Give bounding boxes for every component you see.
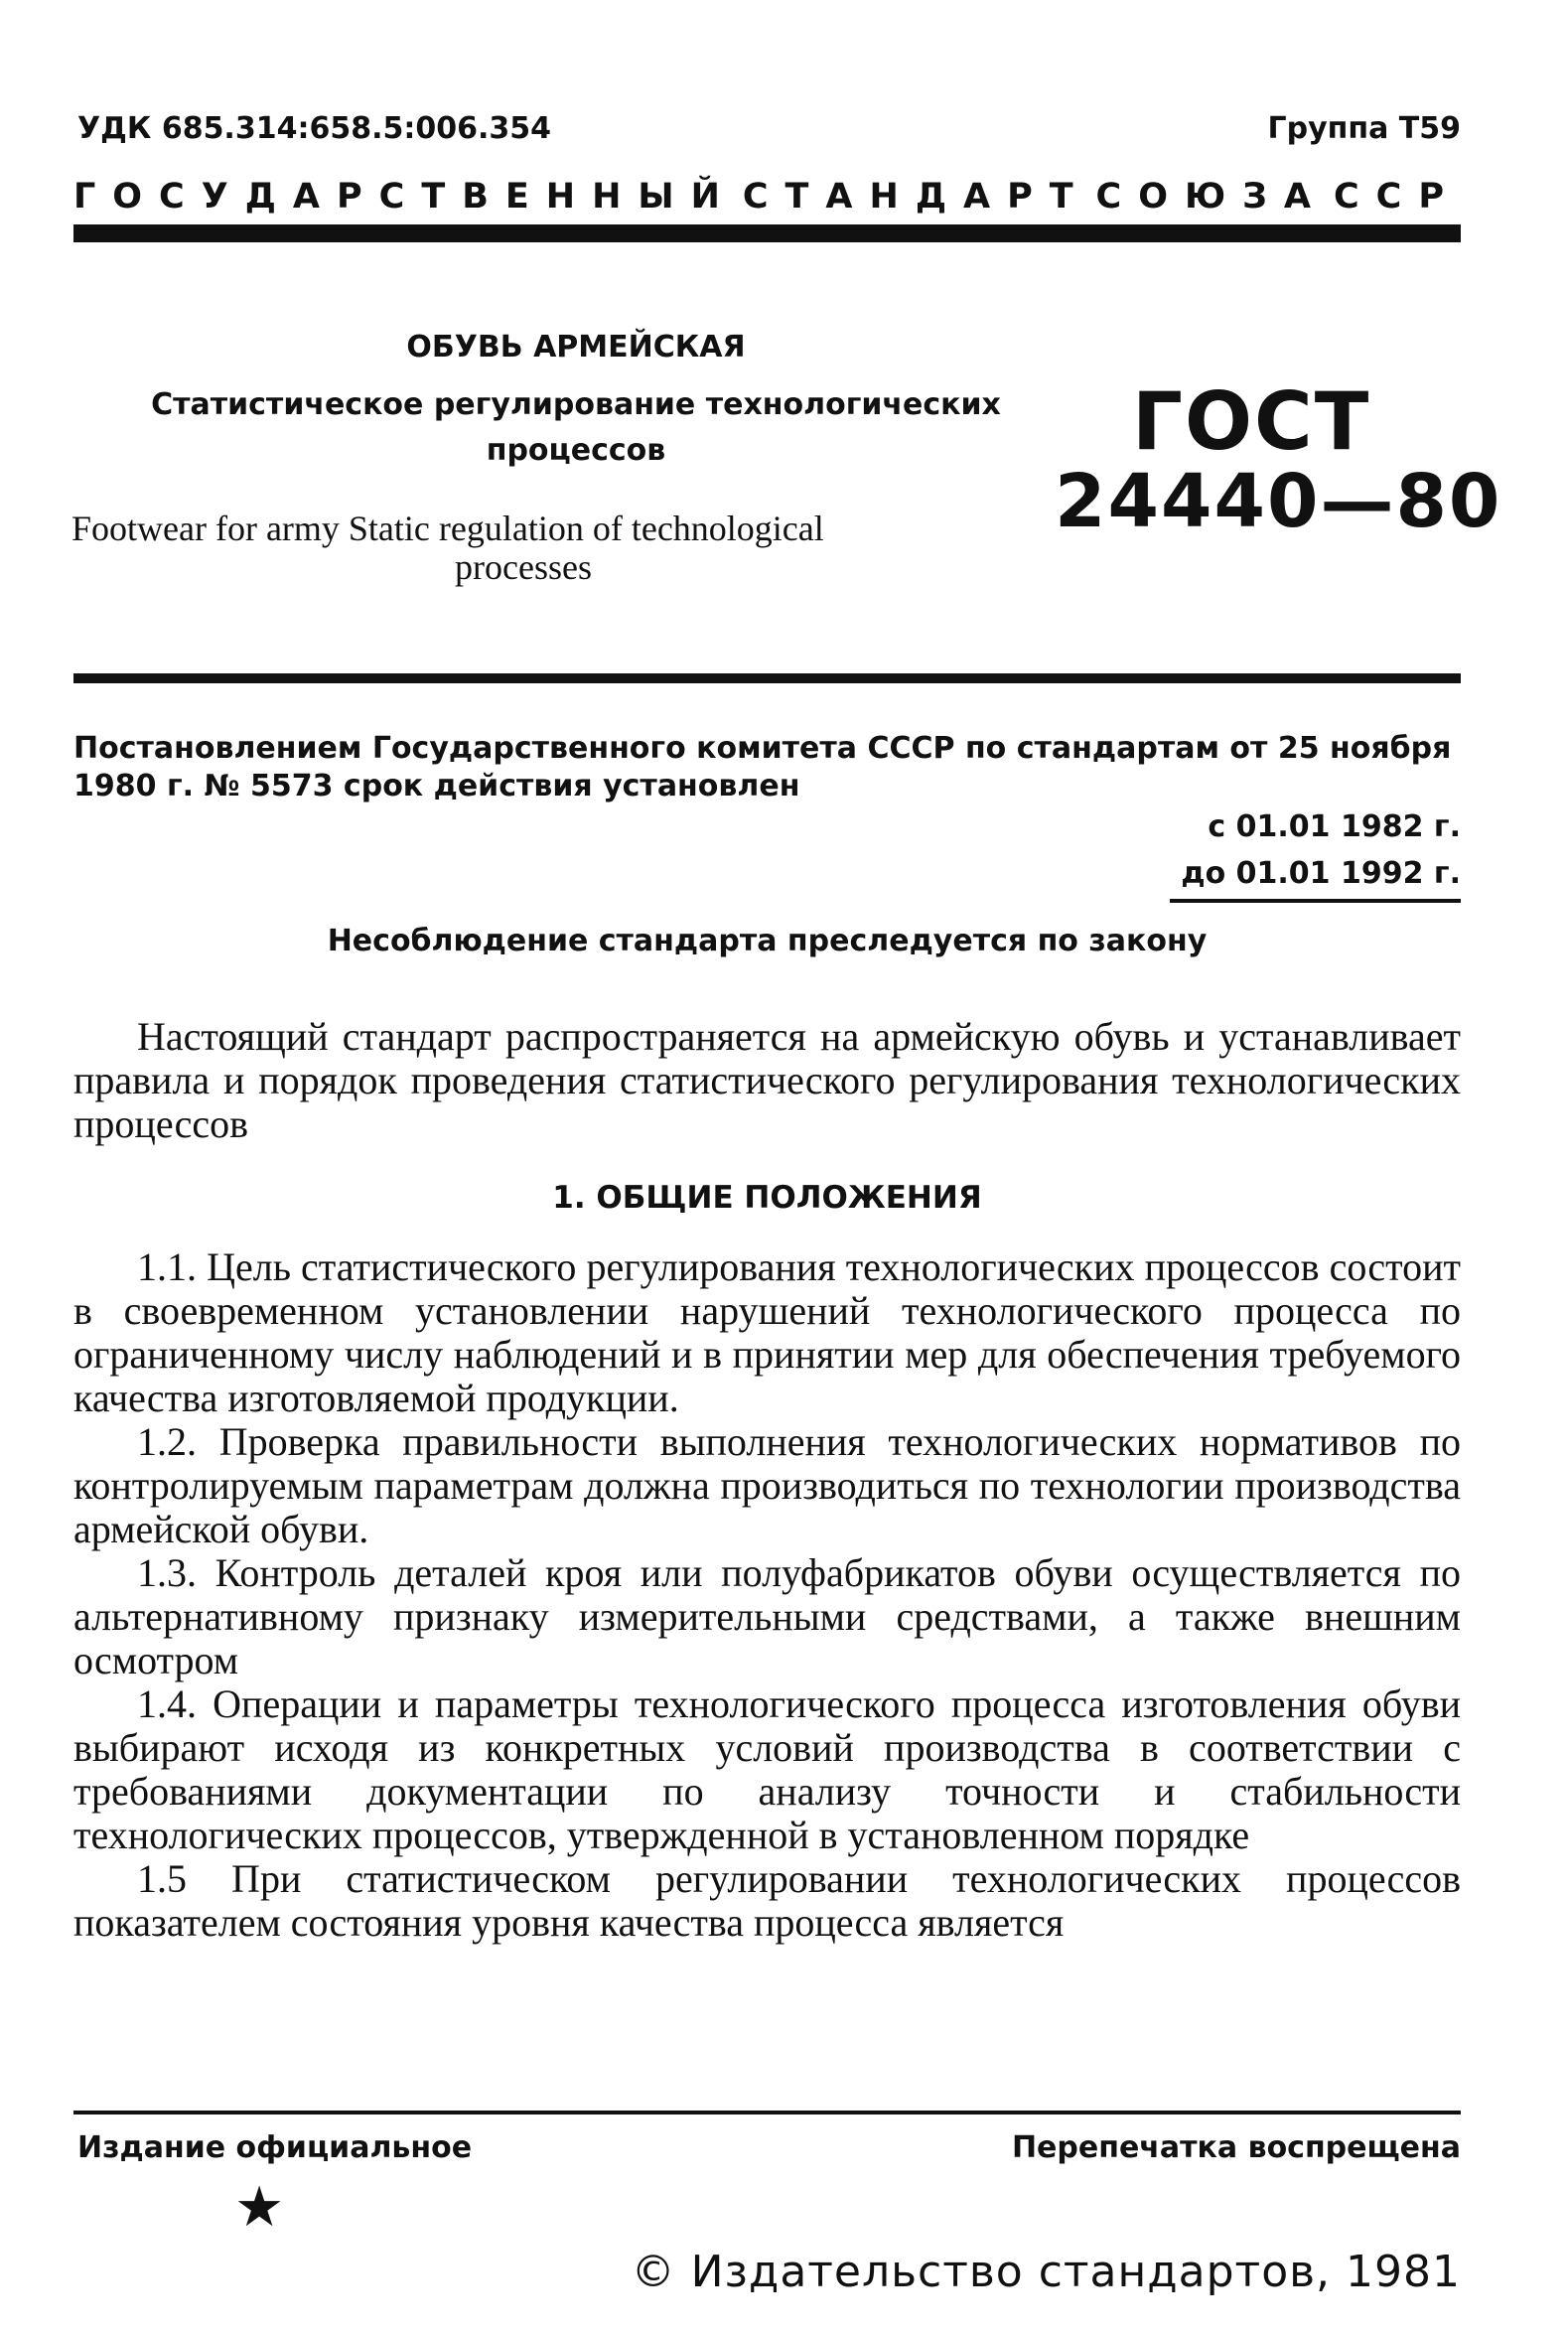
title-block — [149, 330, 1003, 474]
subtitle-ru: Статистическое регулирование технологических процессов — [151, 387, 1001, 468]
intro-paragraph: Настоящий стандарт распространяется на армейскую обувь и устанавливает правила и порядок проведения статистического регулирования технологических процессов — [73, 1014, 1461, 1146]
gost-number: 24440—80 — [1055, 459, 1502, 544]
effective-to: до 01.01 1992 г. — [1181, 856, 1461, 891]
official-edition-label: Издание официальное — [77, 2130, 473, 2165]
decree-text: Постановлением Государственного комитета СССР по стандартам от 25 ноября 1980 г. № 5573 срок действия установлен — [73, 731, 1452, 803]
paragraph-1-4: 1.4. Операции и параметры технологического процесса изготовления обуви выбирают исходя из конкретных условий производства в соответствии с требованиями документации по анализу точности и стабильности технологических процессов, утвержденной в установленном порядке — [73, 1681, 1461, 1857]
banner-word: СОЮЗА — [1095, 177, 1329, 217]
paragraph-1-3: 1.3. Контроль деталей кроя или полуфабрикатов обуви осуществляется по альтернативному признаку измерительными средствами, а также внешним осмотром — [73, 1550, 1461, 1682]
star-icon: ★ — [234, 2177, 285, 2239]
header-banner — [73, 177, 1461, 217]
udk-code: УДК 685.314:658.5:006.354 — [77, 111, 551, 146]
banner-word: СТАНДАРТ — [742, 177, 1090, 217]
middle-rule — [73, 673, 1461, 683]
paragraph-1-1: 1.1. Цель статистического регулирования технологических процессов состоит в своевременном установлении нарушений технологического процесса по ограниченному числу наблюдений и в принятии мер для обеспечения требуемого качества изготовляемой продукции. — [73, 1244, 1461, 1420]
group-code: Группа Т59 — [1267, 111, 1461, 146]
paragraph-1-2: 1.2. Проверка правильности выполнения технологических нормативов по контролируемым параметрам должна производиться по технологии производства армейской обуви. — [73, 1419, 1461, 1551]
section-heading: 1. ОБЩИЕ ПОЛОЖЕНИЯ — [552, 1180, 982, 1216]
gost-label: ГОСТ — [1132, 375, 1371, 468]
title-ru: ОБУВЬ АРМЕЙСКАЯ — [406, 330, 746, 365]
copyright: © Издательство стандартов, 1981 — [631, 2247, 1461, 2297]
effective-from: с 01.01 1982 г. — [1208, 809, 1461, 844]
main-text — [73, 1015, 1461, 1945]
banner-word: ГОСУДАРСТВЕННЫЙ — [73, 177, 737, 217]
paragraph-1-5: 1.5 При статистическом регулировании технологических процессов показателем состояния уровня качества процесса является — [73, 1856, 1461, 1945]
date-rule — [1170, 899, 1461, 903]
bottom-rule — [73, 2111, 1461, 2114]
banner-word: ССР — [1333, 177, 1461, 217]
reprint-prohibited-label: Перепечатка воспрещена — [1011, 2130, 1461, 2165]
top-rule — [73, 224, 1461, 242]
title-en: Footwear for army Static regulation of technological — [71, 509, 824, 548]
title-en-continued: processes — [455, 547, 592, 587]
legal-warning: Несоблюдение стандарта преследуется по закону — [327, 924, 1208, 958]
